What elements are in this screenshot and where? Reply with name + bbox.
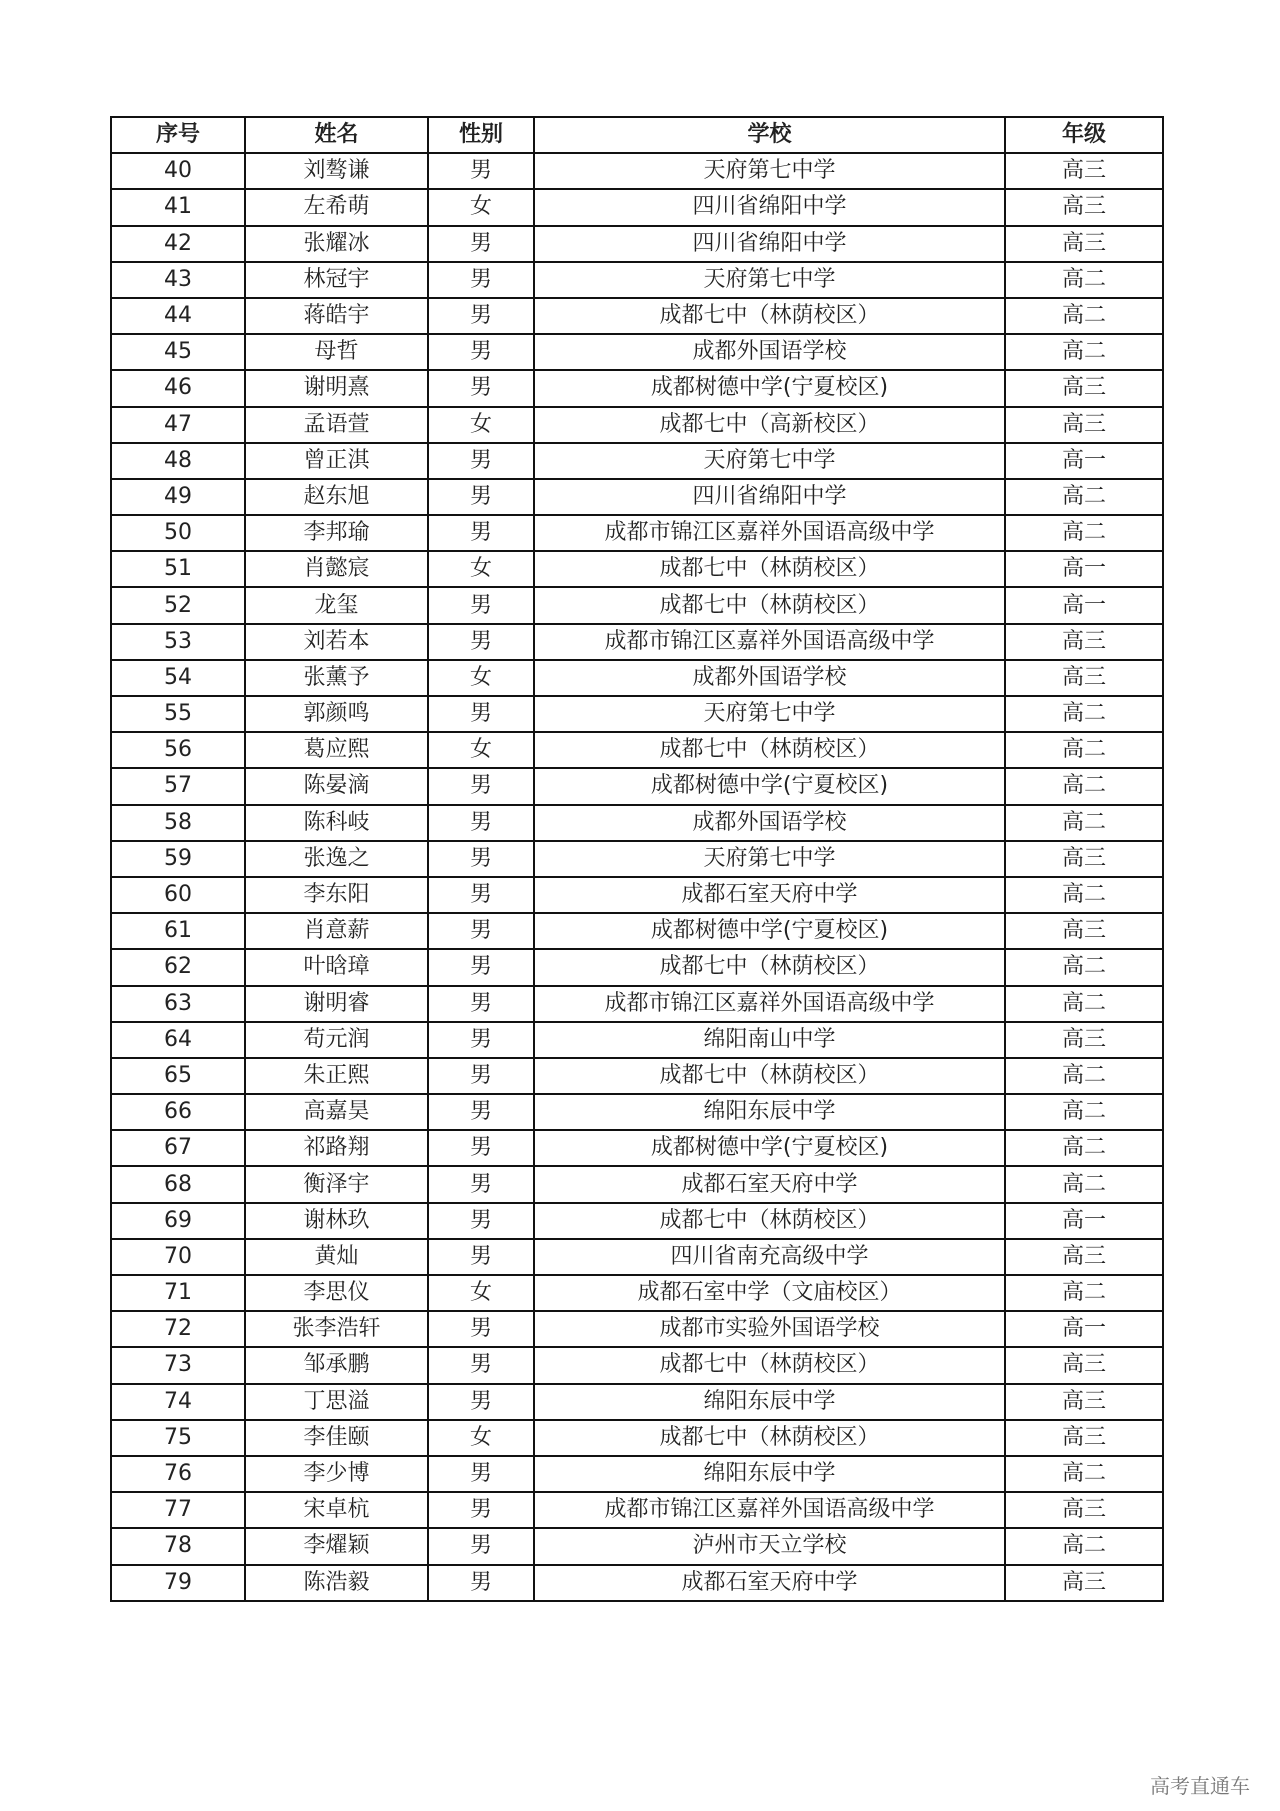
cell-school: 天府第七中学 xyxy=(534,696,1005,732)
cell-grade: 高二 xyxy=(1005,1058,1163,1094)
cell-index: 59 xyxy=(111,841,245,877)
table-row xyxy=(111,1492,1163,1528)
cell-name: 邹承鹏 xyxy=(245,1347,428,1383)
header-school: 学校 xyxy=(534,117,1005,153)
table-row xyxy=(111,1311,1163,1347)
cell-name: 丁思溢 xyxy=(245,1384,428,1420)
cell-grade: 高二 xyxy=(1005,1456,1163,1492)
header-gender: 性别 xyxy=(428,117,534,153)
cell-gender: 女 xyxy=(428,732,534,768)
cell-name: 苟元润 xyxy=(245,1022,428,1058)
cell-gender: 男 xyxy=(428,1239,534,1275)
table-row xyxy=(111,1528,1163,1564)
cell-name: 林冠宇 xyxy=(245,262,428,298)
cell-school: 成都七中（林荫校区） xyxy=(534,1058,1005,1094)
cell-gender: 男 xyxy=(428,226,534,262)
cell-grade: 高二 xyxy=(1005,696,1163,732)
cell-grade: 高二 xyxy=(1005,1130,1163,1166)
cell-grade: 高三 xyxy=(1005,153,1163,189)
cell-index: 40 xyxy=(111,153,245,189)
cell-school: 成都七中（高新校区） xyxy=(534,407,1005,443)
cell-index: 55 xyxy=(111,696,245,732)
cell-school: 成都七中（林荫校区） xyxy=(534,587,1005,623)
table-row xyxy=(111,1420,1163,1456)
cell-school: 成都市锦江区嘉祥外国语高级中学 xyxy=(534,515,1005,551)
table-row xyxy=(111,1239,1163,1275)
cell-name: 龙玺 xyxy=(245,587,428,623)
table-row xyxy=(111,1384,1163,1420)
table-row xyxy=(111,1347,1163,1383)
cell-name: 刘骜谦 xyxy=(245,153,428,189)
cell-index: 49 xyxy=(111,479,245,515)
cell-index: 45 xyxy=(111,334,245,370)
cell-gender: 男 xyxy=(428,479,534,515)
cell-name: 李思仪 xyxy=(245,1275,428,1311)
table-row xyxy=(111,949,1163,985)
table-row xyxy=(111,479,1163,515)
cell-name: 高嘉昊 xyxy=(245,1094,428,1130)
cell-name: 李少博 xyxy=(245,1456,428,1492)
cell-school: 成都石室天府中学 xyxy=(534,1565,1005,1601)
table-row xyxy=(111,732,1163,768)
watermark: 高考直通车 xyxy=(1150,1774,1250,1798)
cell-school: 天府第七中学 xyxy=(534,153,1005,189)
cell-index: 41 xyxy=(111,189,245,225)
table-row xyxy=(111,877,1163,913)
table-row xyxy=(111,913,1163,949)
cell-gender: 男 xyxy=(428,768,534,804)
cell-index: 70 xyxy=(111,1239,245,1275)
cell-index: 60 xyxy=(111,877,245,913)
cell-name: 黄灿 xyxy=(245,1239,428,1275)
cell-gender: 女 xyxy=(428,407,534,443)
cell-gender: 男 xyxy=(428,805,534,841)
cell-index: 52 xyxy=(111,587,245,623)
cell-grade: 高三 xyxy=(1005,189,1163,225)
header-name: 姓名 xyxy=(245,117,428,153)
table-row xyxy=(111,1456,1163,1492)
cell-school: 成都市锦江区嘉祥外国语高级中学 xyxy=(534,986,1005,1022)
cell-school: 成都七中（林荫校区） xyxy=(534,732,1005,768)
cell-school: 成都外国语学校 xyxy=(534,805,1005,841)
cell-name: 李燿颖 xyxy=(245,1528,428,1564)
cell-name: 陈晏滴 xyxy=(245,768,428,804)
table-body xyxy=(111,153,1163,1601)
cell-gender: 女 xyxy=(428,1420,534,1456)
cell-school: 成都七中（林荫校区） xyxy=(534,551,1005,587)
cell-grade: 高二 xyxy=(1005,334,1163,370)
cell-grade: 高一 xyxy=(1005,1203,1163,1239)
cell-index: 42 xyxy=(111,226,245,262)
cell-school: 成都市实验外国语学校 xyxy=(534,1311,1005,1347)
cell-name: 叶晗璋 xyxy=(245,949,428,985)
cell-gender: 男 xyxy=(428,1166,534,1202)
cell-school: 泸州市天立学校 xyxy=(534,1528,1005,1564)
table-row xyxy=(111,1094,1163,1130)
cell-school: 成都树德中学(宁夏校区) xyxy=(534,913,1005,949)
table-row xyxy=(111,1275,1163,1311)
cell-gender: 男 xyxy=(428,949,534,985)
cell-index: 47 xyxy=(111,407,245,443)
cell-index: 56 xyxy=(111,732,245,768)
cell-grade: 高三 xyxy=(1005,1347,1163,1383)
table-row xyxy=(111,298,1163,334)
cell-grade: 高三 xyxy=(1005,913,1163,949)
cell-name: 李东阳 xyxy=(245,877,428,913)
cell-grade: 高二 xyxy=(1005,877,1163,913)
cell-gender: 男 xyxy=(428,1130,534,1166)
cell-gender: 男 xyxy=(428,1492,534,1528)
cell-index: 68 xyxy=(111,1166,245,1202)
cell-index: 46 xyxy=(111,370,245,406)
cell-gender: 男 xyxy=(428,262,534,298)
cell-name: 张逸之 xyxy=(245,841,428,877)
cell-gender: 女 xyxy=(428,189,534,225)
cell-school: 四川省绵阳中学 xyxy=(534,189,1005,225)
cell-school: 四川省南充高级中学 xyxy=(534,1239,1005,1275)
cell-grade: 高二 xyxy=(1005,768,1163,804)
cell-grade: 高二 xyxy=(1005,986,1163,1022)
cell-gender: 男 xyxy=(428,587,534,623)
cell-gender: 男 xyxy=(428,877,534,913)
table-row xyxy=(111,226,1163,262)
cell-grade: 高三 xyxy=(1005,1492,1163,1528)
cell-gender: 男 xyxy=(428,1203,534,1239)
cell-index: 64 xyxy=(111,1022,245,1058)
cell-grade: 高三 xyxy=(1005,1420,1163,1456)
table-row xyxy=(111,768,1163,804)
cell-name: 曾正淇 xyxy=(245,443,428,479)
table-row xyxy=(111,1166,1163,1202)
cell-grade: 高二 xyxy=(1005,1094,1163,1130)
cell-index: 73 xyxy=(111,1347,245,1383)
cell-grade: 高三 xyxy=(1005,624,1163,660)
cell-gender: 男 xyxy=(428,443,534,479)
cell-name: 母哲 xyxy=(245,334,428,370)
table-row xyxy=(111,515,1163,551)
cell-name: 陈科岐 xyxy=(245,805,428,841)
cell-school: 天府第七中学 xyxy=(534,443,1005,479)
cell-school: 成都七中（林荫校区） xyxy=(534,1347,1005,1383)
cell-name: 李佳颐 xyxy=(245,1420,428,1456)
cell-name: 郭颜鸣 xyxy=(245,696,428,732)
cell-gender: 男 xyxy=(428,624,534,660)
cell-index: 51 xyxy=(111,551,245,587)
cell-grade: 高三 xyxy=(1005,407,1163,443)
cell-gender: 女 xyxy=(428,1275,534,1311)
table-row xyxy=(111,189,1163,225)
table-row xyxy=(111,660,1163,696)
cell-gender: 男 xyxy=(428,334,534,370)
cell-name: 李邦瑜 xyxy=(245,515,428,551)
cell-gender: 男 xyxy=(428,841,534,877)
cell-school: 成都七中（林荫校区） xyxy=(534,1420,1005,1456)
cell-gender: 男 xyxy=(428,913,534,949)
cell-grade: 高二 xyxy=(1005,298,1163,334)
table-row xyxy=(111,1022,1163,1058)
cell-index: 48 xyxy=(111,443,245,479)
cell-name: 谢明睿 xyxy=(245,986,428,1022)
cell-school: 成都市锦江区嘉祥外国语高级中学 xyxy=(534,624,1005,660)
cell-name: 蒋皓宇 xyxy=(245,298,428,334)
cell-gender: 男 xyxy=(428,153,534,189)
table-row xyxy=(111,551,1163,587)
cell-name: 肖意薪 xyxy=(245,913,428,949)
cell-school: 成都石室天府中学 xyxy=(534,877,1005,913)
cell-index: 77 xyxy=(111,1492,245,1528)
table-row xyxy=(111,841,1163,877)
cell-grade: 高二 xyxy=(1005,1166,1163,1202)
cell-school: 成都七中（林荫校区） xyxy=(534,949,1005,985)
cell-grade: 高二 xyxy=(1005,805,1163,841)
cell-grade: 高三 xyxy=(1005,1239,1163,1275)
cell-index: 72 xyxy=(111,1311,245,1347)
student-list-table xyxy=(110,116,1164,1602)
cell-gender: 男 xyxy=(428,515,534,551)
cell-gender: 女 xyxy=(428,551,534,587)
header-row xyxy=(111,117,1163,153)
table-row xyxy=(111,986,1163,1022)
cell-gender: 男 xyxy=(428,1022,534,1058)
cell-gender: 男 xyxy=(428,986,534,1022)
cell-gender: 女 xyxy=(428,660,534,696)
cell-school: 四川省绵阳中学 xyxy=(534,226,1005,262)
cell-name: 谢林玖 xyxy=(245,1203,428,1239)
cell-grade: 高三 xyxy=(1005,841,1163,877)
cell-name: 谢明熹 xyxy=(245,370,428,406)
cell-index: 62 xyxy=(111,949,245,985)
cell-index: 53 xyxy=(111,624,245,660)
table-row xyxy=(111,1058,1163,1094)
cell-name: 张耀冰 xyxy=(245,226,428,262)
cell-school: 天府第七中学 xyxy=(534,841,1005,877)
cell-index: 74 xyxy=(111,1384,245,1420)
cell-name: 朱正熙 xyxy=(245,1058,428,1094)
cell-school: 绵阳东辰中学 xyxy=(534,1456,1005,1492)
cell-index: 50 xyxy=(111,515,245,551)
cell-school: 成都七中（林荫校区） xyxy=(534,1203,1005,1239)
cell-name: 宋卓杭 xyxy=(245,1492,428,1528)
cell-index: 61 xyxy=(111,913,245,949)
cell-name: 祁路翔 xyxy=(245,1130,428,1166)
cell-name: 肖懿宸 xyxy=(245,551,428,587)
cell-school: 成都七中（林荫校区） xyxy=(534,298,1005,334)
cell-name: 孟语萱 xyxy=(245,407,428,443)
table-row xyxy=(111,1203,1163,1239)
cell-grade: 高三 xyxy=(1005,1565,1163,1601)
cell-grade: 高三 xyxy=(1005,370,1163,406)
table-row xyxy=(111,587,1163,623)
cell-index: 43 xyxy=(111,262,245,298)
cell-school: 天府第七中学 xyxy=(534,262,1005,298)
cell-school: 成都市锦江区嘉祥外国语高级中学 xyxy=(534,1492,1005,1528)
cell-school: 成都外国语学校 xyxy=(534,660,1005,696)
cell-grade: 高一 xyxy=(1005,443,1163,479)
cell-gender: 男 xyxy=(428,1384,534,1420)
table-row xyxy=(111,370,1163,406)
table-row xyxy=(111,624,1163,660)
cell-gender: 男 xyxy=(428,298,534,334)
cell-school: 成都树德中学(宁夏校区) xyxy=(534,370,1005,406)
cell-index: 67 xyxy=(111,1130,245,1166)
cell-grade: 高一 xyxy=(1005,551,1163,587)
cell-grade: 高一 xyxy=(1005,587,1163,623)
cell-grade: 高三 xyxy=(1005,660,1163,696)
cell-gender: 男 xyxy=(428,696,534,732)
cell-name: 陈浩毅 xyxy=(245,1565,428,1601)
cell-grade: 高二 xyxy=(1005,262,1163,298)
cell-school: 成都石室中学（文庙校区） xyxy=(534,1275,1005,1311)
cell-index: 57 xyxy=(111,768,245,804)
cell-grade: 高二 xyxy=(1005,479,1163,515)
table-row xyxy=(111,153,1163,189)
cell-index: 44 xyxy=(111,298,245,334)
cell-index: 71 xyxy=(111,1275,245,1311)
cell-school: 四川省绵阳中学 xyxy=(534,479,1005,515)
table-row xyxy=(111,1565,1163,1601)
cell-school: 成都树德中学(宁夏校区) xyxy=(534,1130,1005,1166)
cell-school: 绵阳东辰中学 xyxy=(534,1384,1005,1420)
cell-school: 成都树德中学(宁夏校区) xyxy=(534,768,1005,804)
table-row xyxy=(111,805,1163,841)
header-grade: 年级 xyxy=(1005,117,1163,153)
cell-grade: 高二 xyxy=(1005,1528,1163,1564)
cell-grade: 高二 xyxy=(1005,515,1163,551)
table-row xyxy=(111,334,1163,370)
cell-gender: 男 xyxy=(428,1058,534,1094)
cell-name: 刘若本 xyxy=(245,624,428,660)
table-row xyxy=(111,1130,1163,1166)
cell-grade: 高三 xyxy=(1005,226,1163,262)
cell-school: 成都外国语学校 xyxy=(534,334,1005,370)
cell-index: 66 xyxy=(111,1094,245,1130)
cell-grade: 高一 xyxy=(1005,1311,1163,1347)
cell-index: 58 xyxy=(111,805,245,841)
cell-name: 赵东旭 xyxy=(245,479,428,515)
cell-name: 左希萌 xyxy=(245,189,428,225)
table-row xyxy=(111,262,1163,298)
table-row xyxy=(111,696,1163,732)
table-row xyxy=(111,407,1163,443)
cell-index: 65 xyxy=(111,1058,245,1094)
cell-index: 54 xyxy=(111,660,245,696)
cell-grade: 高二 xyxy=(1005,732,1163,768)
table-row xyxy=(111,443,1163,479)
cell-name: 张薰予 xyxy=(245,660,428,696)
cell-school: 绵阳南山中学 xyxy=(534,1022,1005,1058)
cell-index: 69 xyxy=(111,1203,245,1239)
cell-name: 张李浩轩 xyxy=(245,1311,428,1347)
cell-gender: 男 xyxy=(428,1565,534,1601)
cell-gender: 男 xyxy=(428,1311,534,1347)
cell-name: 衡泽宇 xyxy=(245,1166,428,1202)
cell-school: 成都石室天府中学 xyxy=(534,1166,1005,1202)
cell-gender: 男 xyxy=(428,370,534,406)
cell-index: 76 xyxy=(111,1456,245,1492)
cell-name: 葛应熙 xyxy=(245,732,428,768)
cell-grade: 高三 xyxy=(1005,1022,1163,1058)
cell-index: 78 xyxy=(111,1528,245,1564)
cell-gender: 男 xyxy=(428,1456,534,1492)
cell-school: 绵阳东辰中学 xyxy=(534,1094,1005,1130)
cell-index: 79 xyxy=(111,1565,245,1601)
header-index: 序号 xyxy=(111,117,245,153)
cell-grade: 高三 xyxy=(1005,1384,1163,1420)
cell-gender: 男 xyxy=(428,1347,534,1383)
cell-index: 75 xyxy=(111,1420,245,1456)
cell-grade: 高二 xyxy=(1005,949,1163,985)
cell-index: 63 xyxy=(111,986,245,1022)
cell-grade: 高二 xyxy=(1005,1275,1163,1311)
cell-gender: 男 xyxy=(428,1094,534,1130)
cell-gender: 男 xyxy=(428,1528,534,1564)
